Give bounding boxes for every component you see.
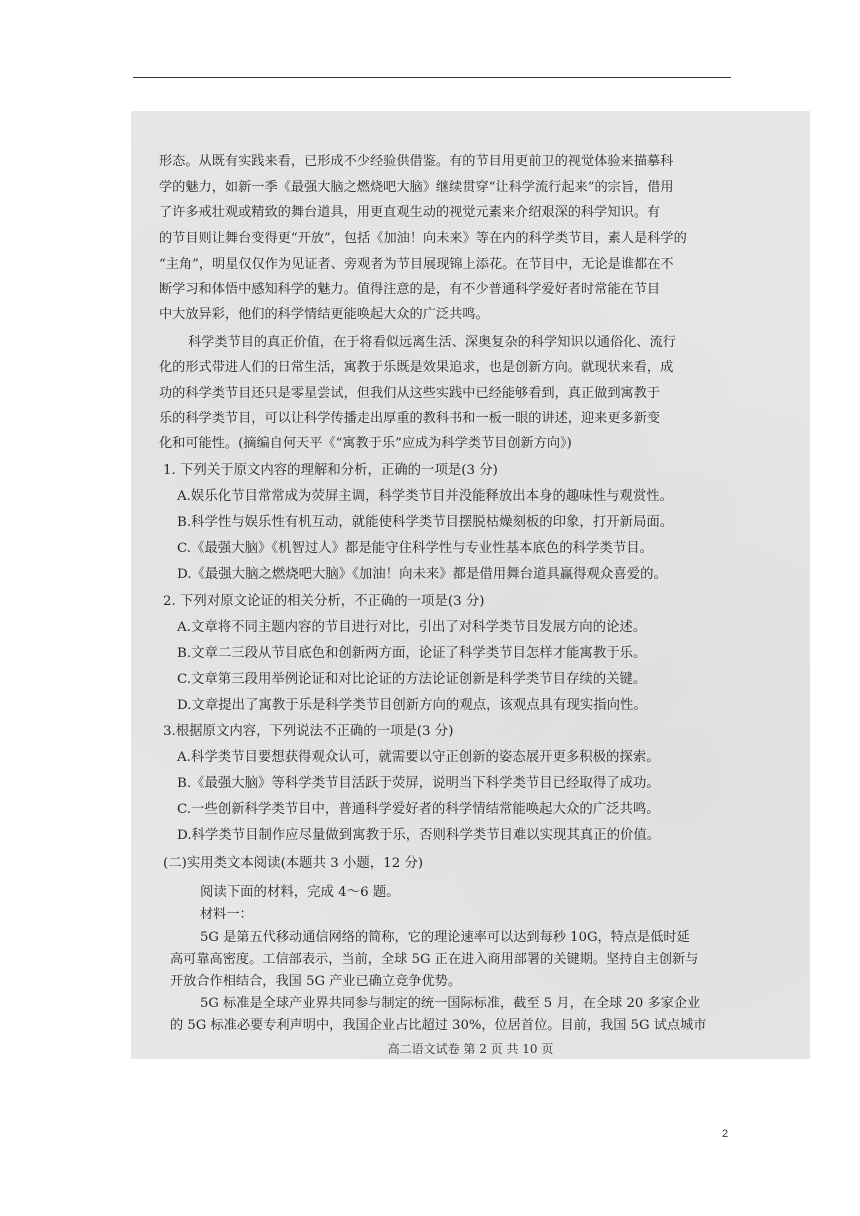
option-3a: A.科学类节目要想获得观众认可，就需要以守正创新的姿态展开更多积极的探索。 <box>177 750 660 765</box>
text-line: 5G 标准是全球产业界共同参与制定的统一国际标准，截至 5 月，在全球 20 多家企业 <box>200 996 701 1011</box>
text-line: 5G 是第五代移动通信网络的简称，它的理论速率可以达到每秒 10G，特点是低时延 <box>200 930 690 945</box>
instruction: 阅读下面的材料，完成 4～6 题。 <box>200 885 400 900</box>
option-3c: C.一些创新科学类节目中，普通科学爱好者的科学情结常能唤起大众的广泛共鸣。 <box>177 802 660 817</box>
option-2a: A.文章将不同主题内容的节目进行对比，引出了对科学类节目发展方向的论述。 <box>177 620 647 635</box>
section-heading: (二)实用类文本阅读(本题共 3 小题，12 分) <box>163 856 424 871</box>
question-3: 3.根据原文内容，下列说法不正确的一项是(3 分) <box>163 724 454 739</box>
header-rule <box>133 77 731 78</box>
text-line: 功的科学类节目还只是零星尝试，但我们从这些实践中已经能够看到，真正做到寓教于 <box>159 386 661 401</box>
text-line: 了许多戒壮观或精致的舞台道具，用更直观生动的视觉元素来介绍艰深的科学知识。有 <box>159 205 661 220</box>
option-1c: C.《最强大脑》《机智过人》都是能守住科学性与专业性基本底色的科学类节目。 <box>177 541 653 556</box>
option-1b: B.科学性与娱乐性有机互动，就能使科学类节目摆脱枯燥刻板的印象，打开新局面。 <box>177 515 674 530</box>
page-number: 2 <box>722 1128 729 1140</box>
text-line: 开放合作相结合，我国 5G 产业已确立竞争优势。 <box>170 974 462 989</box>
text-line: 科学类节目的真正价值，在于将看似远离生活、深奥复杂的科学知识以通俗化、流行 <box>188 335 676 350</box>
option-1d: D.《最强大脑之燃烧吧大脑》《加油！向未来》都是借用舞台道具赢得观众喜爱的。 <box>177 567 667 582</box>
question-2: 2. 下列对原文论证的相关分析，不正确的一项是(3 分) <box>163 594 485 609</box>
text-line: 形态。从既有实践来看，已形成不少经验供借鉴。有的节目用更前卫的视觉体验来描摹科 <box>159 154 674 169</box>
option-2c: C.文章第三段用举例论证和对比论证的方法论证创新是科学类节目存续的关键。 <box>177 672 647 687</box>
text-line: 学的魅力，如新一季《最强大脑之燃烧吧大脑》继续贯穿“让科学流行起来”的宗旨，借用 <box>159 180 674 195</box>
text-line: 中大放异彩，他们的科学情结更能唤起大众的广泛共鸣。 <box>159 307 489 322</box>
material-label: 材料一： <box>200 907 253 922</box>
text-line: 的节目则让舞台变得更“开放”，包括《加油！向未来》等在内的科学类节目，素人是科学的 <box>159 231 687 246</box>
text-line: 化的形式带进人们的日常生活，寓教于乐既是效果追求，也是创新方向。就现状来看，成 <box>159 360 674 375</box>
option-3b: B.《最强大脑》等科学类节目活跃于荧屏，说明当下科学类节目已经取得了成功。 <box>177 776 660 791</box>
text-line: 的 5G 标准必要专利声明中，我国企业占比超过 30%，位居首位。目前，我国 5G 试点城市 <box>170 1018 707 1033</box>
text-line: 乐的科学类节目，可以让科学传播走出厚重的教科书和一板一眼的讲述，迎来更多新变 <box>159 411 661 426</box>
text-line: 化和可能性。(摘编自何天平《“寓教于乐”应成为科学类节目创新方向》) <box>159 436 572 451</box>
question-1: 1. 下列关于原文内容的理解和分析，正确的一项是(3 分) <box>163 463 498 478</box>
option-2d: D.文章提出了寓教于乐是科学类节目创新方向的观点，该观点具有现实指向性。 <box>177 698 647 713</box>
text-line: 高可靠高密度。工信部表示，当前，全球 5G 正在进入商用部署的关键期。坚持自主创新与 <box>170 952 699 967</box>
page-footer: 高二语文试卷 第 2 页 共 10 页 <box>387 1042 554 1056</box>
text-line: “主角”，明星仅仅作为见证者、旁观者为节目展现锦上添花。在节目中，无论是谁都在不 <box>159 257 674 272</box>
option-1a: A.娱乐化节目常常成为荧屏主调，科学类节目并没能释放出本身的趣味性与观赏性。 <box>177 489 673 504</box>
option-3d: D.科学类节目制作应尽量做到寓教于乐，否则科学类节目难以实现其真正的价值。 <box>177 828 661 843</box>
text-line: 断学习和体悟中感知科学的魅力。值得注意的是，有不少普通科学爱好者时常能在节目 <box>159 282 661 297</box>
option-2b: B.文章二三段从节目底色和创新两方面，论证了科学类节目怎样才能寓教于乐。 <box>177 646 647 661</box>
